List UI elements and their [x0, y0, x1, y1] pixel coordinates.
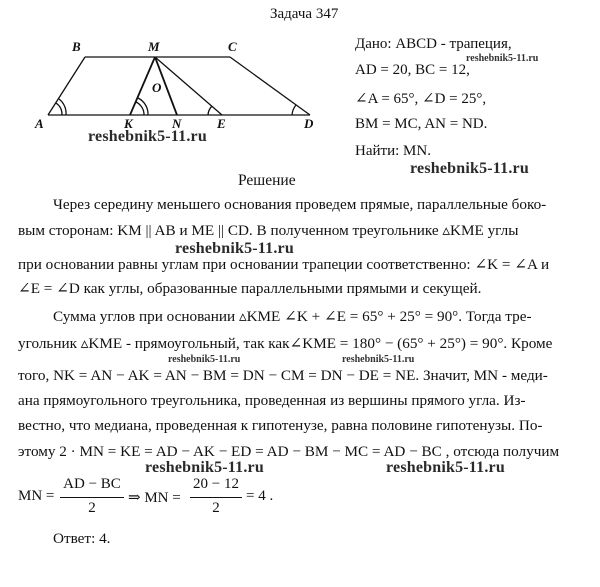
given-line-2: AD = 20, BC = 12,: [355, 62, 470, 78]
watermark: reshebnik5-11.ru: [168, 354, 241, 365]
solution-heading: Решение: [238, 172, 296, 189]
label-e: E: [217, 116, 226, 130]
fraction-denominator-1: 2: [88, 500, 96, 516]
label-k: K: [124, 116, 133, 130]
text-line: вестно, что медиана, проведенная к гипотенузе, равна половине гипотенузы. По-: [18, 417, 543, 434]
side-cd: [230, 57, 310, 115]
label-o: O: [152, 80, 162, 95]
label-n: N: [172, 116, 182, 130]
label-m: M: [148, 39, 160, 54]
watermark: reshebnik5-11.ru: [342, 354, 415, 365]
text-line: того, NK = AN − AK = AN − BM = DN − CM = DN − DE = NE. Значит, MN - меди-: [18, 367, 548, 384]
text-line: ∠E = ∠D как углы, образованные параллельными прямыми и секущей.: [18, 280, 482, 297]
fraction-numerator-2: 20 − 12: [193, 476, 239, 492]
watermark: reshebnik5-11.ru: [88, 128, 207, 145]
angle-arc-k2: [138, 98, 148, 115]
formula-arrow: ⇒ MN =: [128, 490, 181, 506]
given-find: Найти: MN.: [355, 143, 431, 159]
given-line-3: ∠A = 65°, ∠D = 25°,: [355, 91, 487, 107]
watermark: reshebnik5-11.ru: [145, 459, 264, 476]
label-a: A: [35, 116, 44, 130]
text-line: Через середину меньшего основания проведем прямые, параллельные боко-: [53, 196, 547, 213]
text-line: Сумма углов при основании ▵KME ∠K + ∠E = 65° + 25° = 90°. Тогда тре-: [53, 308, 532, 325]
watermark: reshebnik5-11.ru: [175, 240, 294, 257]
text-line: угольник ▵KME - прямоугольный, так как∠KME = 180° − (65° + 25°) = 90°. Кроме: [18, 335, 553, 352]
problem-title: Задача 347: [270, 6, 339, 22]
angle-arc-d: [292, 105, 296, 115]
angle-arc-k: [136, 102, 144, 115]
trapezoid-figure: [30, 35, 350, 130]
fraction-numerator-1: AD − BC: [63, 476, 121, 492]
answer: Ответ: 4.: [53, 530, 111, 547]
angle-arc-e: [208, 106, 212, 115]
text-line: вым сторонам: KM || AB и ME || CD. В полученном треугольнике ▵KME углы: [18, 222, 519, 239]
side-ab: [48, 57, 85, 115]
watermark: reshebnik5-11.ru: [466, 53, 539, 64]
fraction-denominator-2: 2: [212, 500, 220, 516]
text-line: этому 2 · MN = KE = AD − AK − ED = AD − BM − MC = AD − BC , отсюда получим: [18, 443, 560, 460]
fraction-bar-2: [190, 497, 242, 498]
watermark: reshebnik5-11.ru: [410, 160, 529, 177]
text-line: ана прямоугольного треугольника, проведенная из вершины прямого угла. Из-: [18, 392, 526, 409]
fraction-bar-1: [60, 497, 124, 498]
formula-result: = 4 .: [246, 488, 274, 504]
given-line-1: Дано: ABCD - трапеция,: [355, 36, 512, 52]
label-b: B: [72, 39, 81, 54]
text-line: при основании равны углам при основании трапеции соответственно: ∠K = ∠A и: [18, 256, 550, 273]
label-d: D: [304, 116, 314, 130]
angle-arc-a: [56, 103, 62, 115]
watermark: reshebnik5-11.ru: [386, 459, 505, 476]
label-c: C: [228, 39, 237, 54]
given-line-4: BM = MC, AN = ND.: [355, 116, 488, 132]
formula-lhs: MN =: [18, 488, 55, 504]
